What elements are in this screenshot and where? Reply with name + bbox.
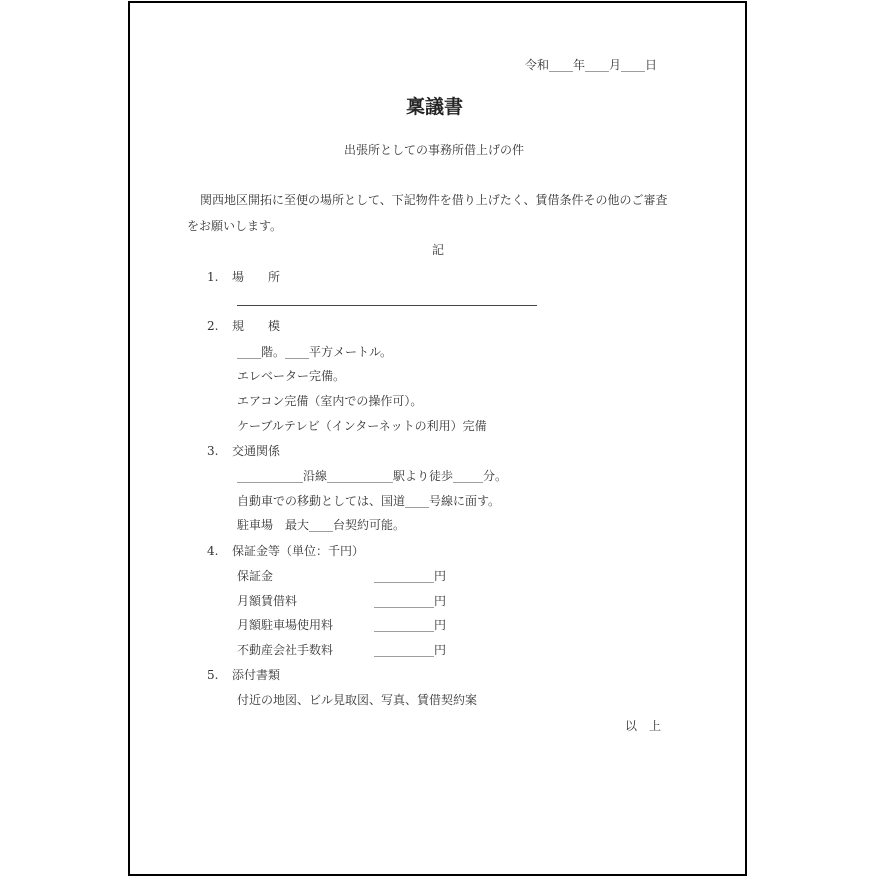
item-5-number: 5.: [207, 668, 219, 682]
attachments-line: 付近の地図、ビル見取図、写真、賃借契約案: [237, 693, 478, 707]
fee-label-rent: 月額賃借料: [237, 594, 298, 608]
scale-line-2: エレベーター完備。: [237, 369, 346, 383]
item-4-heading: 保証金等（単位：千円）: [232, 544, 365, 558]
item-1-heading: 場 所: [232, 270, 281, 284]
fee-label-agency: 不動産会社手数料: [237, 643, 334, 657]
item-2-number: 2.: [207, 319, 219, 333]
scale-line-3: エアコン完備（室内での操作可）。: [237, 394, 423, 408]
transport-line-1: ___________沿線___________駅より徒歩_____分。: [237, 469, 508, 483]
transport-line-3: 駐車場 最大____台契約可能。: [237, 518, 406, 532]
fee-value-parking: __________円: [374, 618, 447, 632]
document-subject: 出張所としての事務所借上げの件: [344, 143, 525, 157]
fee-value-rent: __________円: [374, 594, 447, 608]
ki-marker: 記: [432, 243, 445, 257]
location-blank-line: [237, 305, 537, 306]
scale-line-1: ____階。____平方メートル。: [237, 345, 393, 359]
fee-label-parking: 月額駐車場使用料: [237, 618, 334, 632]
transport-line-2: 自動車での移動としては、国道____号線に面す。: [237, 494, 501, 508]
item-4-number: 4.: [207, 544, 219, 558]
intro-line-1: 関西地区開拓に至便の場所として、下記物件を借り上げたく、賃借条件その他のご審査: [200, 193, 668, 207]
date-line: 令和____年____月____日: [525, 58, 658, 72]
scale-line-4: ケーブルテレビ（インターネットの利用）完備: [237, 419, 487, 433]
item-2-heading: 規 模: [232, 319, 281, 333]
item-5-heading: 添付書類: [232, 668, 281, 682]
fee-value-agency: __________円: [374, 643, 447, 657]
document-title: 稟議書: [406, 96, 464, 118]
document-page: [128, 1, 747, 876]
closing-mark: 以 上: [625, 719, 662, 733]
item-3-number: 3.: [207, 444, 219, 458]
item-1-number: 1.: [207, 270, 219, 284]
item-3-heading: 交通関係: [232, 444, 281, 458]
intro-line-2: をお願いします。: [187, 219, 283, 233]
fee-label-deposit: 保証金: [237, 569, 274, 583]
fee-value-deposit: __________円: [374, 569, 447, 583]
